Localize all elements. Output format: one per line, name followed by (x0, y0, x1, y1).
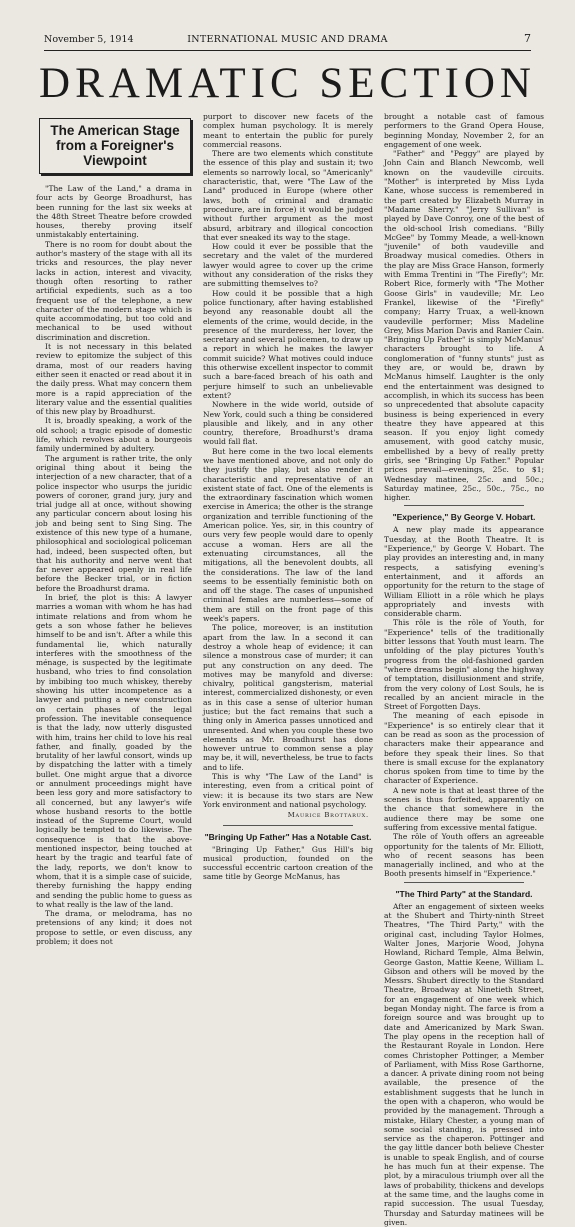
paragraph: It is, broadly speaking, a work of the old school; a tragic episode of domestic life, which revolves about a bourgeois family undermined by adultery. (36, 416, 192, 454)
paragraph: "The Law of the Land," a drama in four acts by George Broadhurst, has been running for the last six weeks at the 48th Street Theatre before crowded houses, thereby proving itself unmistakably entertaining. (36, 184, 192, 240)
paragraph: Nowhere in the wide world, outside of New York, could such a thing be considered plausible and likely, and in any other country, therefore, Broadhurst's drama would fall flat. (203, 400, 373, 447)
subheading-third-party: "The Third Party" at the Standard. (395, 888, 533, 899)
publication-name: INTERNATIONAL MUSIC AND DRAMA (187, 34, 388, 45)
paragraph: A new note is that at least three of the scenes is thus forfeited, apparently on the chance that somewhere in the audience there may be some one suffering from excessive mental fatigue. (384, 785, 544, 832)
divider (404, 882, 524, 883)
paragraph: In brief, the plot is this: A lawyer marries a woman with whom he has had intimate relations and from whom he gets a son whose father he believes himself to be and isn't. After a while this fundamental lie, which naturally interferes with the smoothness of the ménage, is suspected by the legitimate husband, who tries to find consolation by imbibing too much whiskey, thereby showing his utter incompetence as a lawyer and putting a new construction on certain phases of the legal profession. The inevitable consequence is that the lady, now utterly disgusted with him, trains her child to love his real father, and finally, goaded by the brutality of her lawful consort, winds up by dispatching the latter with a timely bullet. One might argue that a divorce or annulment proceedings might have been less gory and more satisfactory to all concerned, but any lawyer's wife whose husband resorts to the bottle instead of the Supreme Court, would logically be tempted to do likewise. The consequence is that the above-mentioned inspector, being touched at heart by the tragic and tearful fate of the lady, reports, we don't know to whom, that it is a simple case of suicide, thereby furnishing the happy ending and sending the public home to guess as to what really is the law of the land. (36, 593, 192, 909)
paragraph: purport to discover new facets of the complex human psychology. It is merely meant to entertain the public for purely commercial reasons. (203, 112, 373, 149)
section-title: DRAMATIC SECTION (39, 60, 536, 107)
header-rule (44, 50, 531, 51)
subheading-experience: "Experience," By George V. Hobart. (392, 512, 536, 523)
subheading-bringing-up-father: "Bringing Up Father" Has a Notable Cast. (204, 831, 372, 842)
divider (223, 825, 353, 826)
column-3 (384, 112, 544, 1227)
paragraph: A new play made its appearance Tuesday, at the Booth Theatre. It is "Experience," by George V. Hobart. The play provides an interesting and, in many respects, a satisfying evening's entertainment, and it affords an opportunity for the return to the stage of William Elliott in a rôle which he plays appropriately and invests with considerable charm. (384, 525, 544, 619)
paragraph: After an engagement of sixteen weeks at the Shubert and Thirty-ninth Street Theatres, "The Third Party," with the original cast, including Taylor Holmes, Walter Jones, Marjorie Wood, Johyna Howland, Richard Temple, Alma Belwin, George Gaston, Mattie Keene, William L. Gibson and others will be moved by the Messrs. Shubert directly to the Standard Theatre, Broadway at Ninetieth Street, for an engagement of one week which began Monday night. The farce is from a foreign source and was brought up to date and Americanized by Mark Swan. The play opens in the reception hall of the Restaurant Royale in London. Here comes Christopher Pottinger, a Member of Parliament, with Miss Rose Garthorne, a dancer. A private dining room not being available, the presence of the establishment suggests that he lunch in the open with a chaperon, who would be provided by the management. Through a mistake, Hilary Chester, a young man of some social standing, is pressed into service as the chaperon. Pottinger and the gay little dancer both believe Chester is unable to speak English, and of course he has much fun at their expense. The plot, by a miraculous triumph over all the laws of probability, thickens and develops at the same time, and the laughs come in rapid succession. The usual Tuesday, Thursday and Saturday matinees will be given. (384, 901, 544, 1227)
page-header (44, 34, 531, 48)
column-2 (203, 112, 373, 882)
paragraph: There is no room for doubt about the author's mastery of the stage with all its tricks and resources, the play never lacks in action, interest and vivacity, though often resorting to rather artificial expedients, such as a too frequent use of the telephone, a new character of the modern stage which is quite accommodating, but too cold and mechanical to be used without discrimination and discretion. (36, 239, 192, 342)
paragraph: brought a notable cast of famous performers to the Grand Opera House, beginning Monday, November 2, for an engagement of one week. (384, 112, 544, 149)
issue-date: November 5, 1914 (44, 34, 134, 45)
paragraph: But here come in the two local elements we have mentioned above, and not only do they justify the play, but also render it characteristic and representative of an existent state of fact. One of the elements is the extraordinary fascination which women exercise in America; the other is the strange organization and terrible functioning of the American police. Yes, sir, in this country of ours very few people would dare to openly accuse a woman. Hers are all the extenuating circumstances, all the mitigations, all the benevolent doubts, all the considerations. The law of the land seems to be essentially feministic both on and off the stage. The cases of unpunished criminal females are numberless—some of them are still on the front page of this week's papers. (203, 446, 373, 624)
paragraph: There are two elements which constitute the essence of this play and sustain it; two elements so narrowly local, so "Americanly" characteristic, that, were "The Law of the Land" produced in Europe (where other laws, both of criminal and dramatic procedure, are in force) it would be judged without further argument as the most absurd, arbitrary and illogical concoction that ever sneaked its way to the stage. (203, 149, 373, 242)
paragraph: The meaning of each episode in "Experience" is so entirely clear that it can be read as soon as the procession of characters make their appearance and before they speak their lines. So that there is small excuse for the explanatory chorus spoken from time to time by the character of Experience. (384, 711, 544, 786)
paragraph: This is why "The Law of the Land" is interesting, even from a critical point of view: it is because its two stars are New York environment and national psychology. (203, 772, 373, 809)
paragraph: This rôle is the rôle of Youth, for "Experience" tells of the traditionally bitter lessons that Youth must learn. The unfolding of the play pictures Youth's progress from the old-fashioned garden "where dreams begin" along the highway of temptation, disillusionment and strife, from the very colony of Lost Souls, he is recalled by an ancient miracle in the Street of Forgotten Days. (384, 618, 544, 712)
paragraph: The rôle of Youth offers an agreeable opportunity for the talents of Mr. Elliott, who of recent seasons has been managerially inclined, and who at the Booth presents himself in "Experience." (384, 832, 544, 879)
paragraph: The argument is rather trite, the only original thing about it being the interjection of a new character, that of a police inspector who usurps the juridic powers of coroner, grand jury, jury and trial judge all at once, without showing any particular concern about losing his job and being sent to Sing Sing. The existence of this new type of a humane, philosophical and sociological policeman had, indeed, been suspected often, but that his authority and nerve went that far never appeared openly in real life before the Becker trial, or in fiction before the Broadhurst drama. (36, 453, 192, 593)
paragraph: "Father" and "Peggy" are played by John Cain and Blanch Newcomb, well known on the vaudeville circuits. "Mother" is interpreted by Miss Lyda Kane, whose success is remembered in the part created by Elizabeth Murray in "Madame Sherry." "Jerry Sullivan" is played by Dave Conroy, one of the best of the old-school Irish comedians. "Billy McGee" by Tommy Meade, a well-known "juvenile" of both vaudeville and Broadway musical comedies. Others in the play are Miss Grace Hanson, formerly with Emma Trentini in "The Firefly"; Mr. Robert Rice, formerly with "The Mother Goose Girls" in vaudeville; Mr. Leo Frankel, likewise of the "Firefly" company; Harry Truax, a well-known vaudeville performer; Miss Madeline Grey, Miss Marion Davis and Ranier Cain. "Bringing Up Father" is simply McManus' characters brought to life. A conglomeration of "funny stunts" just as they are, or would be, drawn by McManus himself. Laughter is the only end the entertainment was designed to accomplish, in which its success has been so unprecedented that absolute capacity business is being experienced in every theatre they have appeared at this season. If you enjoy light comedy amusement, with good catchy music, embellished by a bevy of really pretty girls, see "Bringing Up Father." Popular prices prevail—evenings, 25c. to $1; Wednesday matinee, 25c. and 50c.; Saturday matinee, 25c., 50c., 75c., no higher. (384, 149, 544, 503)
column-1 (36, 112, 192, 946)
divider (404, 505, 524, 506)
author-signature: Maurice Brottarux. (287, 811, 369, 820)
article-heading-box: The American Stage from a Foreigner's Viewpoint (39, 118, 191, 174)
page-number: 7 (524, 32, 531, 45)
paragraph: It is not necessary in this belated review to epitomize the subject of this drama, most of our readers having either seen it enacted or read about it in the daily press. What may concern them more is a rapid appreciation of the literary value and the essential qualities of this new play by Broadhurst. (36, 342, 192, 417)
paragraph: How could it be possible that a high police functionary, after having established beyond any reasonable doubt all the elements of the crime, would decide, in the presence of the murderess, her lover, the secretary and several policemen, to draw up a report in which he makes the lawyer commit suicide? What motives could induce this otherwise excellent inspector to commit such a bare-faced breach of his oath and perjure himself to such an unbelievable extent? (203, 288, 373, 400)
paragraph: How could it ever be possible that the secretary and the valet of the murdered lawyer would agree to cover up the crime without any consideration of the risks they are submitting themselves to? (203, 242, 373, 289)
paragraph: The drama, or melodrama, has no pretensions of any kind; it does not propose to settle, or even discuss, any problem; it does not (36, 909, 192, 947)
paragraph: The police, moreover, is an institution apart from the law. In a second it can destroy a whole heap of evidence; it can silence a monstrous case of murder; it can put any construction on any deed. The motives may be manyfold and diverse: chivalry, political gangsterism, material interest, commercialized dishonesty, or even as in this case a sense of ulterior human justice; but the fact remains that such a thing only in America passes unnoticed and unresented. And when you couple these two elements as Mr. Broadhurst has done however untrue to common sense a play may be, it will, nevertheless, be true to facts and to life. (203, 623, 373, 772)
paragraph: "Bringing Up Father," Gus Hill's big musical production, founded on the successful eccentric cartoon creation of the same title by George McManus, has (203, 844, 373, 882)
